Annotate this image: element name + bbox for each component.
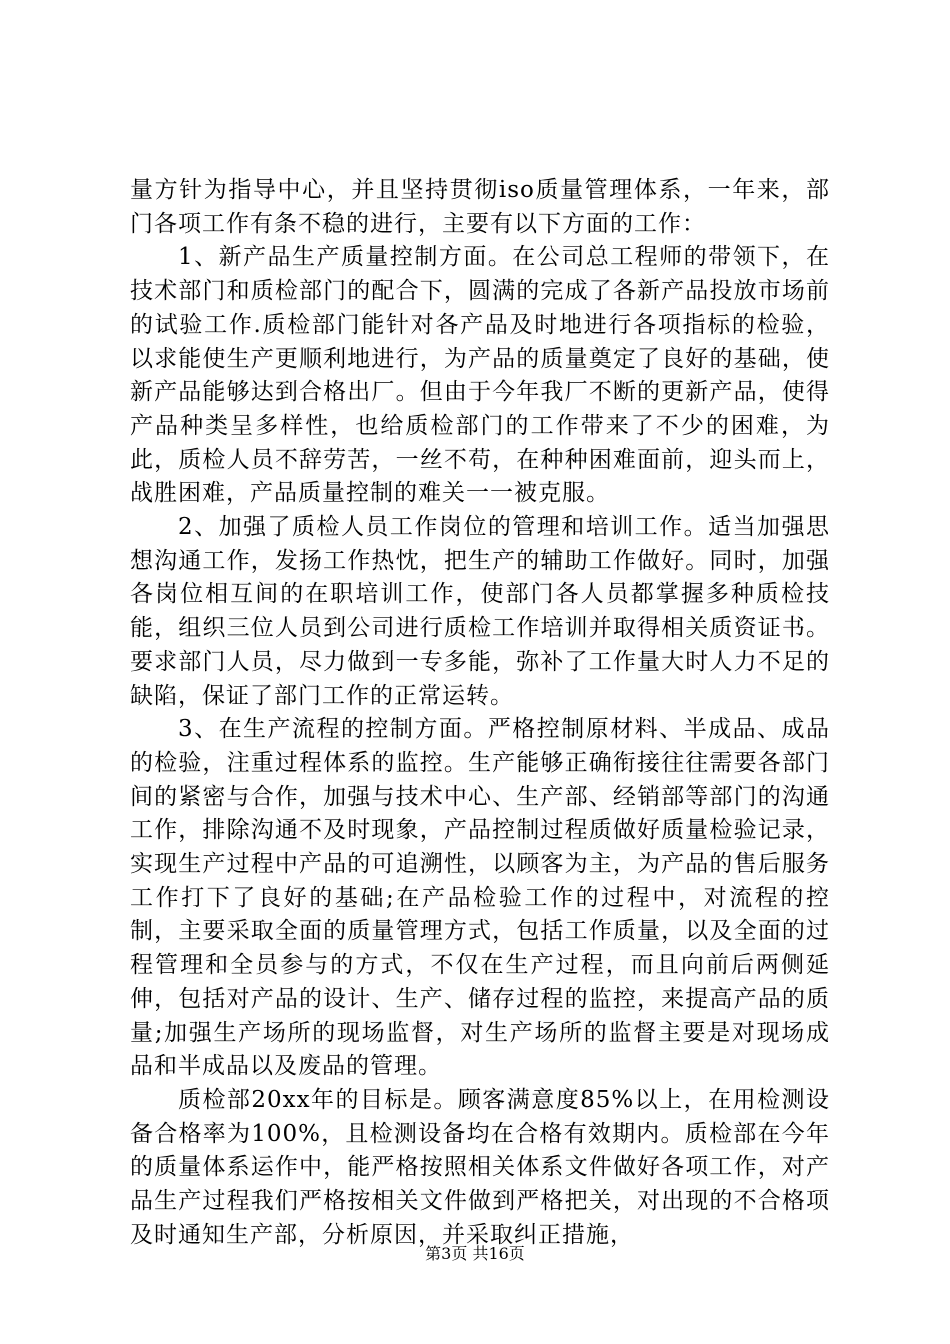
- paragraph-staff-training: 2、加强了质检人员工作岗位的管理和培训工作。适当加强思想沟通工作，发扬工作热忱，把生产的辅助工作做好。同时，加强各岗位相互间的在职培训工作，使部门各人员都掌握多种质检技能，组织三位人员到公司进行质检工作培训并取得相关质资证书。要求部门人员，尽力做到一专多能，弥补了工作量大时人力不足的缺陷，保证了部门工作的正常运转。: [130, 514, 830, 709]
- paragraph-new-product-quality: 1、新产品生产质量控制方面。在公司总工程师的带领下，在技术部门和质检部门的配合下，圆满的完成了各新产品投放市场前的试验工作.质检部门能针对各产品及时地进行各项指标的检验，以求能使生产更顺利地进行，为产品的质量奠定了良好的基础，使新产品能够达到合格出厂。但由于今年我厂不断的更新产品，使得产品种类呈多样性，也给质检部门的工作带来了不少的困难，为此，质检人员不辞劳苦，一丝不苟，在种种困难面前，迎头而上，战胜困难，产品质量控制的难关一一被克服。: [130, 244, 830, 507]
- document-body: [130, 174, 830, 1253]
- paragraph-intro: 量方针为指导中心，并且坚持贯彻iso质量管理体系，一年来，部门各项工作有条不稳的进行，主要有以下方面的工作：: [130, 177, 830, 237]
- page-footer: 第3页 共16页: [425, 1244, 525, 1263]
- paragraph-annual-goals: 质检部20xx年的目标是。顾客满意度85%以上，在用检测设备合格率为100%，且检测设备均在合格有效期内。质检部在今年的质量体系运作中，能严格按照相关体系文件做好各项工作，对产品生产过程我们严格按相关文件做到严格把关，对出现的不合格项及时通知生产部，分析原因，并采取纠正措施，: [130, 1086, 830, 1248]
- paragraph-process-control: 3、在生产流程的控制方面。严格控制原材料、半成品、成品的检验，注重过程体系的监控。生产能够正确衔接往往需要各部门间的紧密与合作，加强与技术中心、生产部、经销部等部门的沟通工作，排除沟通不及时现象，产品控制过程质做好质量检验记录，实现生产过程中产品的可追溯性，以顾客为主，为产品的售后服务工作打下了良好的基础;在产品检验工作的过程中，对流程的控制，主要采取全面的质量管理方式，包括工作质量，以及全面的过程管理和全员参与的方式，不仅在生产过程，而且向前后两侧延伸，包括对产品的设计、生产、储存过程的监控，来提高产品的质量;加强生产场所的现场监督，对生产场所的监督主要是对现场成品和半成品以及废品的管理。: [130, 716, 830, 1080]
